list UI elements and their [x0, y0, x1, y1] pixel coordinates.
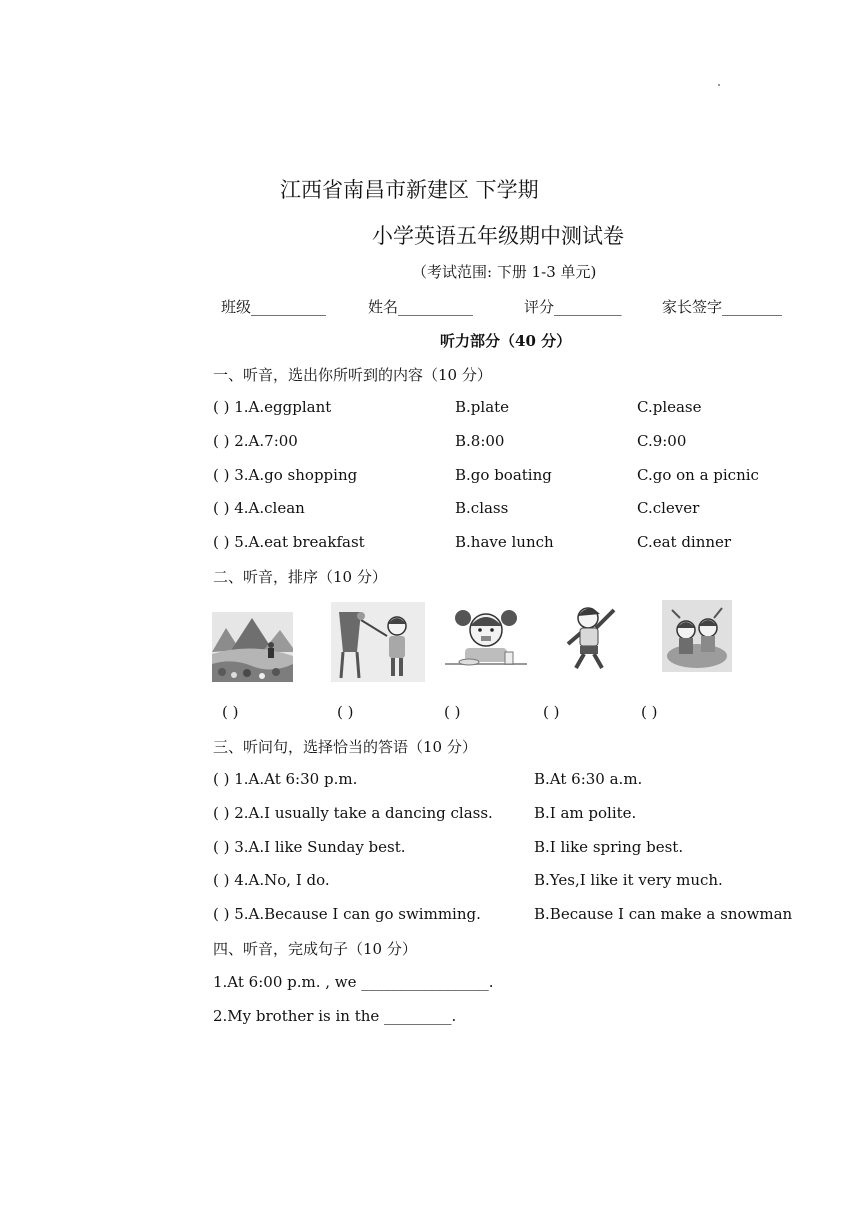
s1-q2-c: C.9:00 [637, 432, 687, 450]
field-class: 班级__________ [221, 298, 327, 316]
s3-q4-a: ( ) 4.A.No, I do. [213, 871, 330, 889]
s1-q2: ( ) 2.A.7:00 [213, 432, 298, 450]
girl-eating-picture [445, 602, 527, 672]
s3-q1-a: ( ) 1.A.At 6:30 p.m. [213, 770, 358, 788]
s4-q2: 2.My brother is in the _________. [213, 1007, 457, 1025]
s3-q2-a: ( ) 2.A.I usually take a dancing class. [213, 804, 493, 822]
mountain-scene-picture [212, 612, 293, 682]
s1-q3-b: B.go boating [455, 466, 552, 484]
s3-q5-a: ( ) 5.A.Because I can go swimming. [213, 905, 481, 923]
field-score: 评分_________ [524, 298, 622, 316]
s1-q4: ( ) 4.A.clean [213, 499, 305, 517]
order-bracket-2: ( ) [337, 703, 354, 721]
s1-q1: ( ) 1.A.eggplant [213, 398, 332, 416]
title-line2: 小学英语五年级期中测试卷 [372, 224, 624, 248]
section1-title: 一、听音，选出你所听到的内容（10 分） [213, 366, 492, 384]
s1-q2-b: B.8:00 [455, 432, 505, 450]
page-dot [718, 84, 720, 86]
field-name: 姓名__________ [368, 298, 474, 316]
s3-q1-b: B.At 6:30 a.m. [534, 770, 643, 788]
s4-q1: 1.At 6:00 p.m. , we _________________. [213, 973, 494, 991]
listening-title: 听力部分（40 分） [440, 332, 572, 350]
s1-q5-c: C.eat dinner [637, 533, 732, 551]
s1-q5-b: B.have lunch [455, 533, 554, 551]
s3-q3-a: ( ) 3.A.I like Sunday best. [213, 838, 406, 856]
s1-q4-c: C.clever [637, 499, 700, 517]
girl-painting-picture [331, 602, 425, 682]
kids-playing-picture [662, 600, 732, 672]
title-line1: 江西省南昌市新建区 下学期 [280, 178, 539, 202]
order-bracket-1: ( ) [222, 703, 239, 721]
order-bracket-4: ( ) [543, 703, 560, 721]
s3-q4-b: B.Yes,I like it very much. [534, 871, 723, 889]
s3-q5-b: B.Because I can make a snowman [534, 905, 793, 923]
s1-q3: ( ) 3.A.go shopping [213, 466, 358, 484]
section3-title: 三、听问句，选择恰当的答语（10 分） [213, 738, 477, 756]
section2-title: 二、听音，排序（10 分） [213, 568, 387, 586]
field-parent-signature: 家长签字________ [662, 298, 783, 316]
s3-q2-b: B.I am polite. [534, 804, 637, 822]
exam-scope: （考试范围: 下册 1-3 单元) [412, 263, 597, 281]
s1-q3-c: C.go on a picnic [637, 466, 759, 484]
order-bracket-5: ( ) [641, 703, 658, 721]
s3-q3-b: B.I like spring best. [534, 838, 684, 856]
section4-title: 四、听音，完成句子（10 分） [213, 940, 417, 958]
s1-q1-b: B.plate [455, 398, 510, 416]
boy-exercising-picture [558, 602, 628, 672]
s1-q1-c: C.please [637, 398, 702, 416]
order-bracket-3: ( ) [444, 703, 461, 721]
s1-q5: ( ) 5.A.eat breakfast [213, 533, 365, 551]
s1-q4-b: B.class [455, 499, 509, 517]
